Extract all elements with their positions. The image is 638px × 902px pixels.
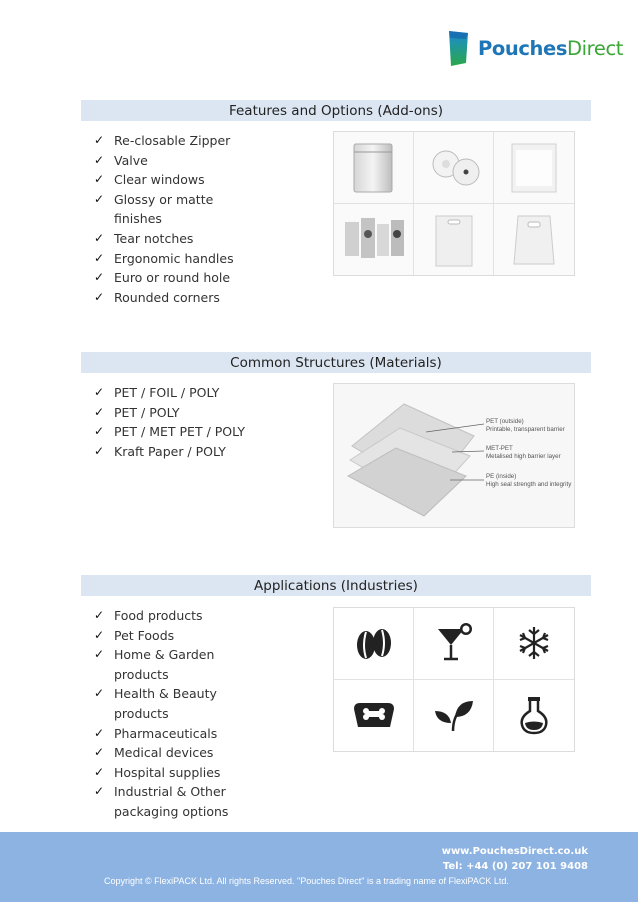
logo-text-direct: Direct: [567, 36, 624, 60]
check-icon: ✓: [94, 152, 105, 167]
section-title-applications: Applications (Industries): [81, 575, 591, 596]
plant-leaf-icon: [414, 680, 494, 752]
snowflake-icon: [494, 608, 574, 680]
lab-flask-icon: [494, 680, 574, 752]
industry-icon-grid: [333, 607, 575, 752]
coffee-beans-icon: [334, 608, 414, 680]
check-icon: ✓: [94, 289, 105, 304]
list-item: ✓ Medical devices: [94, 743, 254, 763]
layer-desc: Printable, transparent barrier: [486, 426, 565, 433]
section-title-features: Features and Options (Add-ons): [81, 100, 591, 121]
material-layers-diagram: [333, 383, 575, 528]
check-icon: ✓: [94, 608, 105, 622]
footer-copyright: Copyright © FlexiPACK Ltd. All rights Reserved. "Pouches Direct" is a trading name of FlexiPACK Ltd.: [104, 876, 509, 886]
list-item: ✓ Pharmaceuticals: [94, 724, 254, 744]
check-icon: ✓: [94, 647, 105, 662]
cocktail-icon: [414, 608, 494, 680]
layer-name: MET-PET: [486, 445, 513, 452]
applications-list: [94, 606, 254, 822]
logo-text-pouches: Pouches: [478, 36, 568, 60]
list-item: ✓ Pet Foods: [94, 626, 254, 646]
list-item: ✓ Industrial & Other packaging options: [94, 784, 229, 819]
list-item: ✓ Re-closable Zipper: [94, 131, 254, 151]
check-icon: ✓: [94, 784, 105, 799]
check-icon: ✓: [94, 424, 105, 439]
list-item: ✓ Tear notches: [94, 229, 254, 249]
check-icon: ✓: [94, 627, 105, 642]
check-icon: ✓: [94, 443, 105, 458]
foil-zipper-pouch-image: [334, 132, 414, 204]
check-icon: ✓: [94, 250, 105, 265]
printed-pouches-image: [334, 204, 414, 276]
check-icon: ✓: [94, 404, 105, 419]
check-icon: ✓: [94, 764, 105, 779]
list-item: ✓ PET / FOIL / POLY: [94, 383, 254, 403]
structures-list: [94, 383, 254, 461]
page-footer: [0, 832, 638, 902]
layer-desc: Metalised high barrier layer: [486, 453, 561, 460]
pet-bowl-icon: [334, 680, 414, 752]
list-item: ✓ Food products: [94, 606, 254, 626]
check-icon: ✓: [94, 133, 105, 147]
section-title-structures: Common Structures (Materials): [81, 352, 591, 373]
list-item: ✓ Valve: [94, 151, 254, 171]
layer-name: PET (outside): [486, 418, 524, 425]
check-icon: ✓: [94, 686, 105, 701]
check-icon: ✓: [94, 230, 105, 245]
pouch-logo-icon: [446, 29, 472, 67]
list-item: ✓ Health & Beauty products: [94, 686, 217, 721]
footer-website-link[interactable]: www.PouchesDirect.co.uk: [441, 846, 588, 857]
check-icon: ✓: [94, 745, 105, 760]
list-item: ✓ Glossy or matte finishes: [94, 191, 214, 227]
check-icon: ✓: [94, 270, 105, 285]
euro-hole-pouch-image: [414, 204, 494, 276]
list-item: ✓ Euro or round hole: [94, 268, 254, 288]
check-icon: ✓: [94, 191, 105, 206]
valve-image: [414, 132, 494, 204]
list-item: ✓ Hospital supplies: [94, 763, 254, 783]
check-icon: ✓: [94, 725, 105, 740]
footer-phone: Tel: +44 (0) 207 101 9408: [442, 861, 588, 872]
layer-desc: High seal strength and integrity: [486, 481, 572, 488]
list-item: ✓ Rounded corners: [94, 288, 254, 308]
check-icon: ✓: [94, 172, 105, 187]
list-item: ✓ PET / POLY: [94, 403, 254, 423]
list-item: ✓ Home & Garden products: [94, 647, 215, 682]
list-item: ✓ PET / MET PET / POLY: [94, 422, 254, 442]
clear-window-pouch-image: [494, 132, 574, 204]
features-list: [94, 131, 254, 307]
list-item: ✓ Kraft Paper / POLY: [94, 442, 254, 462]
list-item: ✓ Ergonomic handles: [94, 249, 254, 269]
features-image-grid: [333, 131, 575, 276]
layer-name: PE (inside): [486, 473, 517, 480]
list-item: ✓ Clear windows: [94, 170, 254, 190]
pouches-direct-logo: [446, 28, 624, 68]
check-icon: ✓: [94, 385, 105, 399]
handle-pouch-image: [494, 204, 574, 276]
